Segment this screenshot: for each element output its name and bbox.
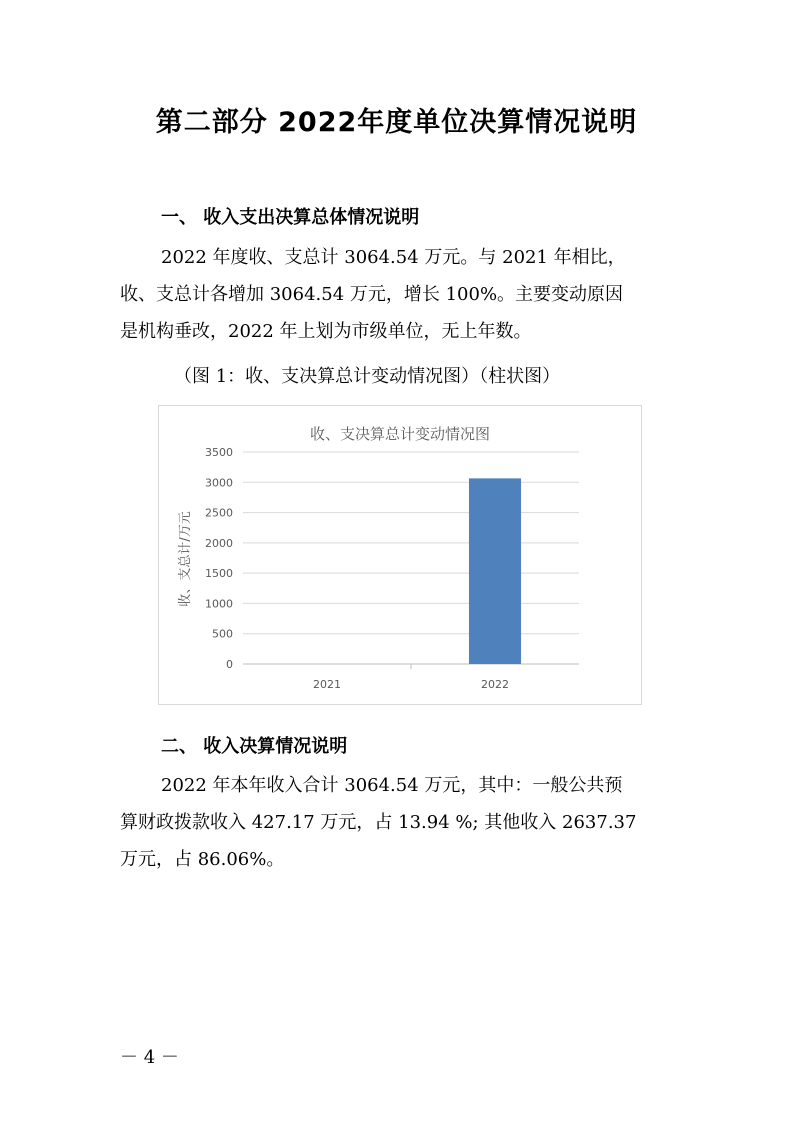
y-tick-label: 3000 bbox=[205, 476, 233, 490]
chart-title: 收、支决算总计变动情况图 bbox=[309, 425, 491, 443]
y-tick-label: 3500 bbox=[205, 446, 233, 459]
y-axis-label: 收、支总计/万元 bbox=[178, 511, 193, 607]
x-tick-label: 2022 bbox=[481, 678, 509, 691]
section1-line-1: 2022 年度收、支总计 3064.54 万元。与 2021 年相比， bbox=[161, 247, 626, 268]
gridlines bbox=[243, 452, 579, 669]
page-title: 第二部分 2022年度单位决算情况说明 bbox=[155, 107, 638, 138]
y-tick-label: 2000 bbox=[205, 536, 233, 550]
section2-line-2: 算财政拨款收入 427.17 万元，占 13.94 %; 其他收入 2637.37 bbox=[120, 812, 637, 833]
section2-line-3: 万元，占 86.06%。 bbox=[120, 849, 285, 870]
section2-line-1: 2022 年本年收入合计 3064.54 万元，其中：一般公共预 bbox=[161, 775, 623, 796]
chart-container bbox=[158, 405, 642, 705]
y-tick-label: 1500 bbox=[205, 567, 233, 581]
section2-heading: 二、 收入决算情况说明 bbox=[161, 736, 348, 757]
y-tick-labels bbox=[205, 446, 233, 671]
y-tick-label: 0 bbox=[226, 658, 233, 671]
figure-caption: （图 1：收、支决算总计变动情况图）（柱状图） bbox=[174, 366, 561, 387]
y-tick-label: 2500 bbox=[205, 506, 233, 520]
bar-chart bbox=[159, 406, 641, 704]
page-number: － 4 － bbox=[120, 1047, 179, 1068]
y-tick-label: 1000 bbox=[205, 597, 233, 611]
bar-2022 bbox=[469, 478, 521, 664]
y-tick-label: 500 bbox=[212, 627, 233, 641]
x-tick-labels bbox=[313, 678, 509, 691]
x-tick-label: 2021 bbox=[313, 678, 341, 691]
section1-line-3: 是机构垂改，2022 年上划为市级单位，无上年数。 bbox=[120, 321, 532, 342]
bars bbox=[469, 478, 521, 664]
section1-line-2: 收、支总计各增加 3064.54 万元，增长 100%。主要变动原因 bbox=[120, 284, 624, 305]
section1-heading: 一、 收入支出决算总体情况说明 bbox=[161, 207, 420, 228]
